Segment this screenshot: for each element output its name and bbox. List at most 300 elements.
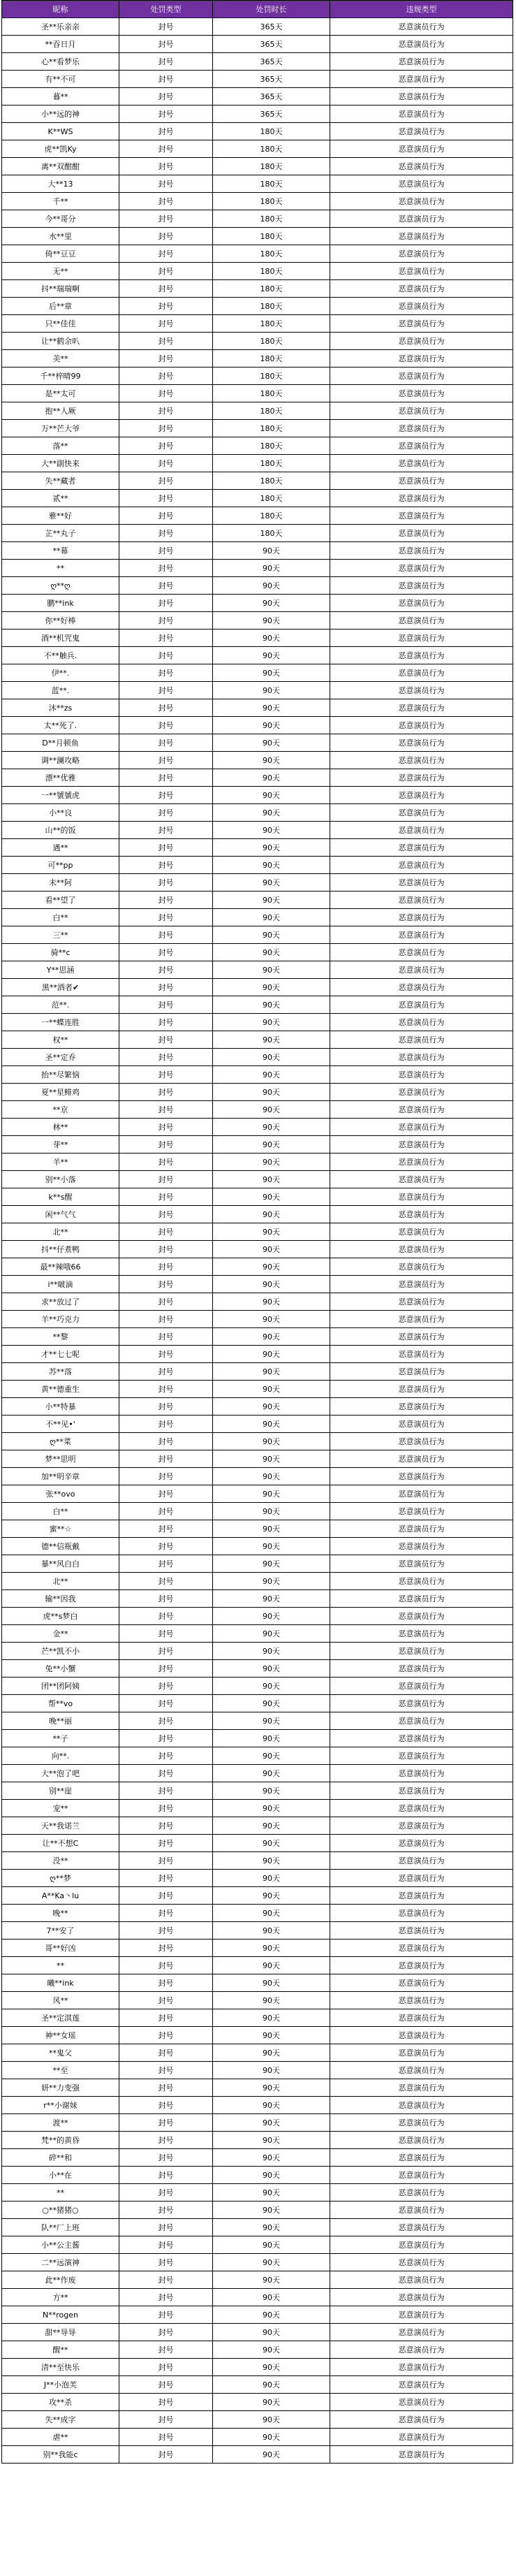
- cell-penalty-duration: 90天: [213, 944, 330, 961]
- cell-penalty-type: 封号: [119, 158, 213, 175]
- table-row: [2, 1747, 513, 1765]
- table-row: [2, 1538, 513, 1555]
- cell-nickname: 未**阿: [2, 874, 119, 892]
- cell-penalty-type: 封号: [119, 1643, 213, 1660]
- cell-penalty-duration: 180天: [213, 472, 330, 490]
- cell-nickname: 落**: [2, 437, 119, 455]
- cell-violation-type: 恶意演员行为: [330, 245, 513, 263]
- cell-nickname: 闲**气气: [2, 1206, 119, 1223]
- cell-penalty-type: 封号: [119, 1555, 213, 1573]
- cell-penalty-type: 封号: [119, 2446, 213, 2464]
- table-row: [2, 717, 513, 734]
- table-row: [2, 1870, 513, 1887]
- table-row: [2, 1485, 513, 1503]
- cell-nickname: 大**泡了吧: [2, 1765, 119, 1782]
- cell-violation-type: 恶意演员行为: [330, 944, 513, 961]
- table-row: [2, 1468, 513, 1485]
- cell-nickname: 抱**人厥: [2, 402, 119, 420]
- cell-penalty-duration: 180天: [213, 525, 330, 542]
- cell-nickname: 蜜**☆: [2, 1520, 119, 1538]
- cell-penalty-type: 封号: [119, 2167, 213, 2184]
- cell-penalty-type: 封号: [119, 1520, 213, 1538]
- table-row: [2, 1223, 513, 1241]
- cell-penalty-type: 封号: [119, 996, 213, 1014]
- cell-nickname: 曦**ink: [2, 1974, 119, 1992]
- table-row: [2, 333, 513, 350]
- cell-penalty-type: 封号: [119, 1084, 213, 1101]
- cell-violation-type: 恶意演员行为: [330, 1625, 513, 1643]
- table-row: [2, 612, 513, 630]
- cell-penalty-duration: 90天: [213, 961, 330, 979]
- cell-penalty-duration: 180天: [213, 507, 330, 525]
- cell-penalty-duration: 90天: [213, 874, 330, 892]
- cell-violation-type: 恶意演员行为: [330, 507, 513, 525]
- cell-violation-type: 恶意演员行为: [330, 1678, 513, 1695]
- table-row: [2, 1311, 513, 1328]
- cell-violation-type: 恶意演员行为: [330, 2289, 513, 2306]
- cell-violation-type: 恶意演员行为: [330, 1363, 513, 1381]
- cell-penalty-duration: 90天: [213, 839, 330, 857]
- cell-penalty-type: 封号: [119, 2062, 213, 2079]
- cell-nickname: 让**鹤余叭: [2, 333, 119, 350]
- table-row: [2, 2254, 513, 2271]
- cell-penalty-duration: 90天: [213, 1643, 330, 1660]
- cell-violation-type: 恶意演员行为: [330, 123, 513, 140]
- cell-penalty-duration: 90天: [213, 2236, 330, 2254]
- cell-penalty-type: 封号: [119, 36, 213, 53]
- cell-penalty-duration: 180天: [213, 228, 330, 245]
- cell-penalty-type: 封号: [119, 944, 213, 961]
- cell-penalty-duration: 90天: [213, 822, 330, 839]
- cell-nickname: 白**: [2, 1503, 119, 1520]
- cell-penalty-duration: 90天: [213, 2324, 330, 2341]
- cell-nickname: 羊**巧克力: [2, 1311, 119, 1328]
- cell-penalty-type: 封号: [119, 1712, 213, 1730]
- cell-nickname: 范**.: [2, 996, 119, 1014]
- table-row: [2, 1276, 513, 1293]
- cell-penalty-type: 封号: [119, 2429, 213, 2446]
- cell-penalty-type: 封号: [119, 2009, 213, 2027]
- cell-penalty-duration: 90天: [213, 2289, 330, 2306]
- cell-penalty-duration: 90天: [213, 1066, 330, 1084]
- cell-nickname: 攻**杀: [2, 2394, 119, 2411]
- cell-nickname: A**Ka丶lu: [2, 1887, 119, 1905]
- cell-nickname: 别**小落: [2, 1171, 119, 1188]
- header-penalty-duration: 处罚时长: [213, 1, 330, 18]
- cell-penalty-duration: 90天: [213, 1119, 330, 1136]
- cell-nickname: 圣**定乔: [2, 1049, 119, 1066]
- cell-violation-type: 恶意演员行为: [330, 664, 513, 682]
- cell-penalty-type: 封号: [119, 787, 213, 804]
- cell-violation-type: 恶意演员行为: [330, 472, 513, 490]
- table-row: [2, 1678, 513, 1695]
- table-row: [2, 1188, 513, 1206]
- cell-penalty-duration: 90天: [213, 2446, 330, 2464]
- cell-violation-type: 恶意演员行为: [330, 787, 513, 804]
- cell-violation-type: 恶意演员行为: [330, 717, 513, 734]
- cell-violation-type: 恶意演员行为: [330, 1468, 513, 1485]
- cell-penalty-type: 封号: [119, 1154, 213, 1171]
- cell-penalty-type: 封号: [119, 1066, 213, 1084]
- cell-violation-type: 恶意演员行为: [330, 2254, 513, 2271]
- cell-penalty-type: 封号: [119, 105, 213, 123]
- cell-nickname: **至: [2, 2062, 119, 2079]
- cell-penalty-type: 封号: [119, 1049, 213, 1066]
- cell-penalty-type: 封号: [119, 630, 213, 647]
- table-row: [2, 1328, 513, 1346]
- table-row: [2, 228, 513, 245]
- cell-nickname: 蓝**.: [2, 682, 119, 699]
- cell-penalty-duration: 365天: [213, 88, 330, 105]
- cell-penalty-duration: 90天: [213, 717, 330, 734]
- cell-violation-type: 恶意演员行为: [330, 1800, 513, 1817]
- table-row: [2, 2027, 513, 2044]
- cell-violation-type: 恶意演员行为: [330, 1643, 513, 1660]
- cell-violation-type: 恶意演员行为: [330, 1433, 513, 1450]
- cell-violation-type: 恶意演员行为: [330, 333, 513, 350]
- cell-nickname: 晚**丽: [2, 1712, 119, 1730]
- cell-penalty-duration: 180天: [213, 455, 330, 472]
- table-row: [2, 804, 513, 822]
- table-row: [2, 1154, 513, 1171]
- cell-nickname: 黄**德重生: [2, 1381, 119, 1398]
- cell-penalty-type: 封号: [119, 2359, 213, 2376]
- cell-penalty-type: 封号: [119, 193, 213, 210]
- table-row: [2, 1119, 513, 1136]
- cell-penalty-type: 封号: [119, 1119, 213, 1136]
- header-row: [2, 1, 513, 18]
- cell-penalty-duration: 90天: [213, 1590, 330, 1608]
- cell-violation-type: 恶意演员行为: [330, 2079, 513, 2097]
- cell-penalty-duration: 90天: [213, 1450, 330, 1468]
- cell-penalty-duration: 180天: [213, 140, 330, 158]
- cell-penalty-duration: 90天: [213, 909, 330, 926]
- cell-violation-type: 恶意演员行为: [330, 1416, 513, 1433]
- cell-penalty-duration: 90天: [213, 892, 330, 909]
- table-row: [2, 420, 513, 437]
- cell-violation-type: 恶意演员行为: [330, 1136, 513, 1154]
- cell-nickname: 没**: [2, 1852, 119, 1870]
- table-row: [2, 2376, 513, 2394]
- table-row: [2, 1398, 513, 1416]
- table-row: [2, 647, 513, 664]
- cell-penalty-type: 封号: [119, 612, 213, 630]
- cell-violation-type: 恶意演员行为: [330, 1765, 513, 1782]
- cell-violation-type: 恶意演员行为: [330, 874, 513, 892]
- cell-nickname: 心**看梦乐: [2, 53, 119, 71]
- cell-penalty-type: 封号: [119, 1852, 213, 1870]
- cell-violation-type: 恶意演员行为: [330, 926, 513, 944]
- cell-violation-type: 恶意演员行为: [330, 420, 513, 437]
- table-row: [2, 1695, 513, 1712]
- cell-violation-type: 恶意演员行为: [330, 158, 513, 175]
- cell-nickname: 德**信瓶戴: [2, 1538, 119, 1555]
- cell-penalty-duration: 90天: [213, 2027, 330, 2044]
- cell-penalty-type: 封号: [119, 1450, 213, 1468]
- table-row: [2, 88, 513, 105]
- cell-penalty-type: 封号: [119, 2027, 213, 2044]
- table-row: [2, 926, 513, 944]
- cell-penalty-type: 封号: [119, 2341, 213, 2359]
- table-row: [2, 1765, 513, 1782]
- table-row: [2, 734, 513, 752]
- table-row: [2, 2324, 513, 2341]
- table-row: [2, 368, 513, 385]
- cell-violation-type: 恶意演员行为: [330, 822, 513, 839]
- cell-violation-type: 恶意演员行为: [330, 1031, 513, 1049]
- cell-violation-type: 恶意演员行为: [330, 1206, 513, 1223]
- table-row: [2, 1817, 513, 1835]
- table-row: [2, 1940, 513, 1957]
- header-violation-type: 违规类型: [330, 1, 513, 18]
- cell-violation-type: 恶意演员行为: [330, 228, 513, 245]
- table-row: [2, 1660, 513, 1678]
- cell-nickname: 梦**思明: [2, 1450, 119, 1468]
- cell-nickname: **鬼父: [2, 2044, 119, 2062]
- cell-nickname: 水**里: [2, 228, 119, 245]
- cell-penalty-type: 封号: [119, 1416, 213, 1433]
- cell-violation-type: 恶意演员行为: [330, 2359, 513, 2376]
- cell-nickname: 调**澜攻略: [2, 752, 119, 769]
- cell-penalty-duration: 90天: [213, 1765, 330, 1782]
- cell-violation-type: 恶意演员行为: [330, 2027, 513, 2044]
- cell-violation-type: 恶意演员行为: [330, 752, 513, 769]
- cell-violation-type: 恶意演员行为: [330, 1311, 513, 1328]
- cell-nickname: 北**: [2, 1223, 119, 1241]
- cell-violation-type: 恶意演员行为: [330, 1188, 513, 1206]
- table-row: [2, 2306, 513, 2324]
- cell-nickname: 虐**: [2, 2429, 119, 2446]
- cell-nickname: 芒**凯不小: [2, 1643, 119, 1660]
- cell-violation-type: 恶意演员行为: [330, 1870, 513, 1887]
- table-row: [2, 105, 513, 123]
- table-row: [2, 1590, 513, 1608]
- cell-nickname: 宠**: [2, 1800, 119, 1817]
- cell-penalty-duration: 90天: [213, 1171, 330, 1188]
- cell-penalty-duration: 180天: [213, 315, 330, 333]
- cell-nickname: 黑**酒者✔: [2, 979, 119, 996]
- penalty-table: [1, 0, 513, 2464]
- cell-violation-type: 恶意演员行为: [330, 1730, 513, 1747]
- table-row: [2, 1031, 513, 1049]
- cell-nickname: **幕: [2, 542, 119, 560]
- cell-penalty-duration: 90天: [213, 560, 330, 577]
- table-row: [2, 1293, 513, 1311]
- cell-nickname: **: [2, 2184, 119, 2202]
- cell-violation-type: 恶意演员行为: [330, 1887, 513, 1905]
- cell-penalty-duration: 90天: [213, 1049, 330, 1066]
- cell-penalty-type: 封号: [119, 595, 213, 612]
- cell-nickname: 二**远演神: [2, 2254, 119, 2271]
- cell-penalty-type: 封号: [119, 1031, 213, 1049]
- cell-nickname: 最**辣哦66: [2, 1258, 119, 1276]
- table-row: [2, 437, 513, 455]
- cell-penalty-duration: 180天: [213, 368, 330, 385]
- table-body: [2, 18, 513, 2464]
- cell-nickname: 不**触兵.: [2, 647, 119, 664]
- cell-violation-type: 恶意演员行为: [330, 542, 513, 560]
- cell-nickname: 贰**: [2, 490, 119, 507]
- cell-nickname: ღ**梦: [2, 1870, 119, 1887]
- table-row: [2, 595, 513, 612]
- cell-violation-type: 恶意演员行为: [330, 1922, 513, 1940]
- cell-penalty-duration: 90天: [213, 2254, 330, 2271]
- cell-penalty-type: 封号: [119, 1206, 213, 1223]
- cell-nickname: 晚**: [2, 1905, 119, 1922]
- cell-nickname: 甜**导导: [2, 2324, 119, 2341]
- cell-penalty-duration: 90天: [213, 1258, 330, 1276]
- table-row: [2, 298, 513, 315]
- cell-nickname: 今**哥分: [2, 210, 119, 228]
- cell-penalty-duration: 90天: [213, 979, 330, 996]
- cell-penalty-type: 封号: [119, 1136, 213, 1154]
- cell-violation-type: 恶意演员行为: [330, 2341, 513, 2359]
- cell-penalty-duration: 90天: [213, 1381, 330, 1398]
- table-row: [2, 1922, 513, 1940]
- cell-penalty-duration: 90天: [213, 1852, 330, 1870]
- table-row: [2, 1433, 513, 1450]
- cell-violation-type: 恶意演员行为: [330, 647, 513, 664]
- cell-penalty-duration: 90天: [213, 1485, 330, 1503]
- cell-nickname: 妍**力变强: [2, 2079, 119, 2097]
- cell-nickname: 才**七七呢: [2, 1346, 119, 1363]
- cell-violation-type: 恶意演员行为: [330, 979, 513, 996]
- cell-nickname: 北**: [2, 1573, 119, 1590]
- cell-penalty-duration: 90天: [213, 1817, 330, 1835]
- cell-violation-type: 恶意演员行为: [330, 18, 513, 36]
- cell-nickname: 看**望了: [2, 892, 119, 909]
- cell-penalty-duration: 90天: [213, 1974, 330, 1992]
- table-row: [2, 1241, 513, 1258]
- cell-nickname: 小**良: [2, 804, 119, 822]
- cell-penalty-duration: 90天: [213, 2009, 330, 2027]
- cell-penalty-type: 封号: [119, 402, 213, 420]
- cell-penalty-duration: 90天: [213, 612, 330, 630]
- cell-nickname: 遇**: [2, 839, 119, 857]
- cell-penalty-type: 封号: [119, 1014, 213, 1031]
- cell-penalty-duration: 90天: [213, 2341, 330, 2359]
- cell-violation-type: 恶意演员行为: [330, 88, 513, 105]
- cell-nickname: 圣**定淇莲: [2, 2009, 119, 2027]
- cell-violation-type: 恶意演员行为: [330, 2149, 513, 2167]
- cell-violation-type: 恶意演员行为: [330, 525, 513, 542]
- cell-violation-type: 恶意演员行为: [330, 1817, 513, 1835]
- cell-penalty-type: 封号: [119, 455, 213, 472]
- cell-penalty-type: 封号: [119, 333, 213, 350]
- cell-nickname: 是**太可: [2, 385, 119, 402]
- cell-penalty-type: 封号: [119, 1922, 213, 1940]
- cell-penalty-duration: 90天: [213, 2429, 330, 2446]
- cell-violation-type: 恶意演员行为: [330, 2306, 513, 2324]
- cell-penalty-duration: 90天: [213, 1957, 330, 1974]
- cell-penalty-duration: 90天: [213, 2271, 330, 2289]
- cell-penalty-duration: 90天: [213, 1747, 330, 1765]
- cell-penalty-type: 封号: [119, 752, 213, 769]
- cell-nickname: N**rogen: [2, 2306, 119, 2324]
- cell-penalty-type: 封号: [119, 1887, 213, 1905]
- table-row: [2, 1346, 513, 1363]
- cell-penalty-duration: 90天: [213, 1573, 330, 1590]
- cell-penalty-duration: 90天: [213, 1433, 330, 1450]
- cell-violation-type: 恶意演员行为: [330, 1171, 513, 1188]
- cell-penalty-type: 封号: [119, 123, 213, 140]
- cell-nickname: 大**副快来: [2, 455, 119, 472]
- table-row: [2, 1014, 513, 1031]
- cell-penalty-duration: 90天: [213, 1905, 330, 1922]
- table-row: [2, 542, 513, 560]
- table-row: [2, 752, 513, 769]
- cell-penalty-duration: 90天: [213, 2062, 330, 2079]
- cell-violation-type: 恶意演员行为: [330, 734, 513, 752]
- cell-penalty-type: 封号: [119, 1433, 213, 1450]
- table-row: [2, 350, 513, 368]
- cell-nickname: 白**: [2, 909, 119, 926]
- cell-penalty-type: 封号: [119, 350, 213, 368]
- cell-violation-type: 恶意演员行为: [330, 769, 513, 787]
- table-row: [2, 36, 513, 53]
- cell-penalty-duration: 90天: [213, 1293, 330, 1311]
- cell-penalty-type: 封号: [119, 1590, 213, 1608]
- cell-violation-type: 恶意演员行为: [330, 1905, 513, 1922]
- cell-penalty-type: 封号: [119, 420, 213, 437]
- cell-violation-type: 恶意演员行为: [330, 1276, 513, 1293]
- cell-penalty-duration: 90天: [213, 1346, 330, 1363]
- cell-nickname: 帮**vo: [2, 1695, 119, 1712]
- table-row: [2, 2236, 513, 2254]
- cell-violation-type: 恶意演员行为: [330, 140, 513, 158]
- table-row: [2, 123, 513, 140]
- cell-penalty-duration: 90天: [213, 1241, 330, 1258]
- cell-penalty-duration: 90天: [213, 1136, 330, 1154]
- cell-nickname: 小**特暴: [2, 1398, 119, 1416]
- cell-nickname: 你**好棒: [2, 612, 119, 630]
- cell-penalty-duration: 90天: [213, 857, 330, 874]
- table-row: [2, 455, 513, 472]
- cell-penalty-duration: 90天: [213, 1887, 330, 1905]
- table-row: [2, 1625, 513, 1643]
- table-row: [2, 2167, 513, 2184]
- table-row: [2, 1643, 513, 1660]
- cell-penalty-duration: 90天: [213, 1695, 330, 1712]
- cell-penalty-duration: 365天: [213, 18, 330, 36]
- cell-penalty-duration: 90天: [213, 1328, 330, 1346]
- cell-violation-type: 恶意演员行为: [330, 53, 513, 71]
- cell-nickname: 鹏**ink: [2, 595, 119, 612]
- cell-nickname: J**小泡芙: [2, 2376, 119, 2394]
- cell-nickname: 太**死了.: [2, 717, 119, 734]
- table-row: [2, 1363, 513, 1381]
- cell-nickname: 小**远的神: [2, 105, 119, 123]
- cell-penalty-duration: 90天: [213, 804, 330, 822]
- cell-nickname: 队**厂上班: [2, 2219, 119, 2236]
- cell-penalty-duration: 90天: [213, 2202, 330, 2219]
- cell-penalty-duration: 90天: [213, 664, 330, 682]
- cell-penalty-type: 封号: [119, 1241, 213, 1258]
- cell-violation-type: 恶意演员行为: [330, 961, 513, 979]
- cell-violation-type: 恶意演员行为: [330, 1485, 513, 1503]
- cell-violation-type: 恶意演员行为: [330, 612, 513, 630]
- table-row: [2, 1905, 513, 1922]
- cell-violation-type: 恶意演员行为: [330, 368, 513, 385]
- cell-penalty-type: 封号: [119, 979, 213, 996]
- cell-nickname: 向**.: [2, 1747, 119, 1765]
- table-row: [2, 1049, 513, 1066]
- cell-nickname: 输**因我: [2, 1590, 119, 1608]
- table-row: [2, 2359, 513, 2376]
- cell-penalty-type: 封号: [119, 1957, 213, 1974]
- table-row: [2, 2184, 513, 2202]
- cell-violation-type: 恶意演员行为: [330, 1223, 513, 1241]
